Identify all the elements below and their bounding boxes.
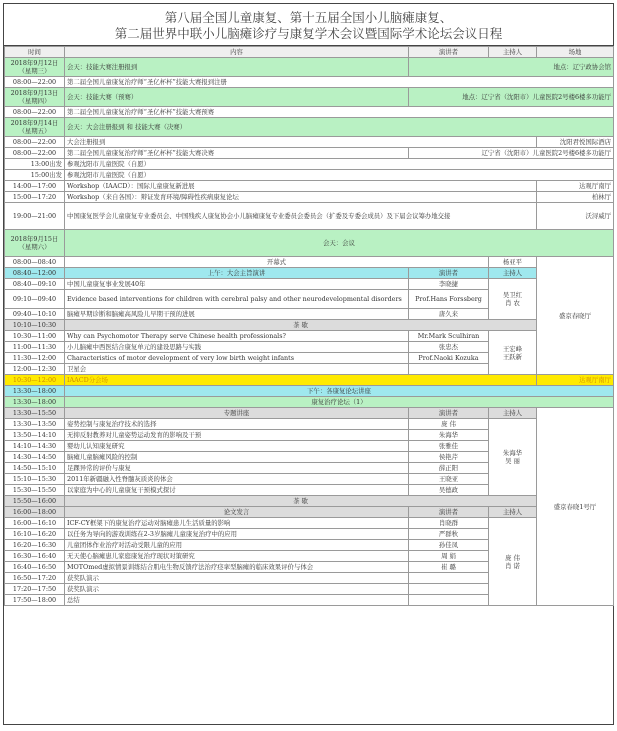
row-time: 16:50—17:20 xyxy=(5,573,65,584)
row-speaker xyxy=(409,584,489,595)
row-time: 14:50—15:10 xyxy=(5,463,65,474)
row-time: 19:00—21:00 xyxy=(5,203,65,230)
row-time: 15:10—15:30 xyxy=(5,474,65,485)
row-content: 中国康复医学会儿童康复专业委员会、中国残疾人康复协会小儿脑瘫康复专业委员会委员会（扩委及专委会成员）及下届会议筹办地交接 xyxy=(65,203,537,230)
section-row xyxy=(5,507,614,518)
row-time: 15:30—15:50 xyxy=(5,485,65,496)
row-time: 14:00—17:00 xyxy=(5,181,65,192)
row-time: 16:00—16:10 xyxy=(5,518,65,529)
row-speaker xyxy=(409,364,489,375)
row-content: 小儿脑瘫中西医结合康复单元的建设思路与实践 xyxy=(65,342,409,353)
row-content: 无抑反射教养对儿童姿势运动发育的影响及干预 xyxy=(65,430,409,441)
row-time: 13:00出发 xyxy=(5,159,65,170)
row-time: 15:50—16:00 xyxy=(5,496,65,507)
table-row xyxy=(5,77,614,88)
row-content: 参观沈阳市儿童医院（自愿） xyxy=(65,159,614,170)
row-time: 13:50—14:10 xyxy=(5,430,65,441)
row-time: 08:00—22:00 xyxy=(5,148,65,159)
row-content: 以任务为导向的游戏训练在2-3岁脑瘫儿童康复治疗中的应用 xyxy=(65,529,409,540)
row-time: 09:40—10:10 xyxy=(5,309,65,320)
row-speaker: Prof.Hans Forssberg xyxy=(409,290,489,309)
title-line-1: 第八届全国儿童康复、第十五届全国小儿脑瘫康复、 xyxy=(164,10,453,25)
day2-date: 2018年9月13日（星期四） xyxy=(5,88,65,107)
header-venue: 场地 xyxy=(537,47,614,58)
row-time: 08:40—12:00 xyxy=(5,268,65,279)
row-content: 开幕式 xyxy=(65,257,489,268)
day1-theme: 会天：技能大赛注册报到 xyxy=(65,58,409,77)
hosts-morning-1: 吴卫红 肖 农 xyxy=(489,279,537,320)
day1-date: 2018年9月12日（星期三） xyxy=(5,58,65,77)
row-content: 无天使心脑瘫患儿家庭康复治疗现状对策研究 xyxy=(65,551,409,562)
row-content: 茶 歇 xyxy=(65,320,537,331)
row-speaker: 庞 伟 xyxy=(409,419,489,430)
row-time: 15:00出发 xyxy=(5,170,65,181)
header-time: 时间 xyxy=(5,47,65,58)
row-speaker: 崔 璐 xyxy=(409,562,489,573)
row-speaker: 演讲者 xyxy=(409,507,489,518)
row-content: 下午：各康复论坛讲座 xyxy=(65,386,614,397)
row-time: 13:30—13:50 xyxy=(5,419,65,430)
row-content: 专题讲座 xyxy=(65,408,409,419)
row-venue: 达观厅南厅 xyxy=(537,181,614,192)
day2-venue: 地点：辽宁省（沈阳市）儿童医院2号楼6楼多功能厅 xyxy=(409,88,614,107)
row-time: 17:50—18:00 xyxy=(5,595,65,606)
table-row xyxy=(5,170,614,181)
row-speaker: 孙佳凤 xyxy=(409,540,489,551)
row-time: 17:20—17:50 xyxy=(5,584,65,595)
day4-theme: 会天：会议 xyxy=(65,230,614,257)
row-content: 参观沈阳市儿童医院（自愿） xyxy=(65,170,614,181)
row-time: 12:00—12:30 xyxy=(5,364,65,375)
row-speaker: 王晓亚 xyxy=(409,474,489,485)
day1-theme-row xyxy=(5,58,614,77)
row-time: 10:30—11:00 xyxy=(5,331,65,342)
page-title xyxy=(4,4,613,46)
session-row xyxy=(5,268,614,279)
row-time: 16:30—16:40 xyxy=(5,551,65,562)
header-row xyxy=(5,47,614,58)
row-time: 08:40—09:10 xyxy=(5,279,65,290)
table-row xyxy=(5,181,614,192)
table-row xyxy=(5,279,614,290)
row-speaker: 肖晓群 xyxy=(409,518,489,529)
table-row xyxy=(5,137,614,148)
row-time: 10:30—12:00 xyxy=(5,375,65,386)
row-content: 第二届全国儿童康复治疗师“圣亿杯杯”技能大赛报到注册 xyxy=(65,77,614,88)
row-content: 脑瘫早期诊断和脑瘫高风险儿早期干预的进展 xyxy=(65,309,409,320)
table-row xyxy=(5,159,614,170)
row-content: 康复治疗论坛（1） xyxy=(65,397,614,408)
row-content: 茶 歇 xyxy=(65,496,537,507)
row-time: 09:10—09:40 xyxy=(5,290,65,309)
row-content: 婴幼儿认知康复研究 xyxy=(65,441,409,452)
table-row xyxy=(5,257,614,268)
row-speaker: 唐久来 xyxy=(409,309,489,320)
row-content: 第二届全国儿童康复治疗师“圣亿杯杯”技能大赛决赛 xyxy=(65,148,409,159)
row-speaker: 张忠杰 xyxy=(409,342,489,353)
row-speaker xyxy=(409,595,489,606)
row-time: 08:00—08:40 xyxy=(5,257,65,268)
row-time: 16:40—16:50 xyxy=(5,562,65,573)
header-host: 主持人 xyxy=(489,47,537,58)
row-speaker: 演讲者 xyxy=(409,268,489,279)
header-speaker: 演讲者 xyxy=(409,47,489,58)
row-content: 中国儿童康复事业发展40年 xyxy=(65,279,409,290)
row-speaker: 吴德政 xyxy=(409,485,489,496)
schedule-table xyxy=(4,46,614,606)
row-time: 08:00—22:00 xyxy=(5,137,65,148)
row-content: Workshop（IAACD）：国际儿童康复新进展 xyxy=(65,181,537,192)
row-content: 大会注册报到 xyxy=(65,137,537,148)
title-line-2: 第二届世界中联小儿脑瘫诊疗与康复学术会议暨国际学术论坛会议日程 xyxy=(114,26,503,41)
row-time: 16:10—16:20 xyxy=(5,529,65,540)
day2-theme-row xyxy=(5,88,614,107)
row-host: 主持人 xyxy=(489,408,537,419)
row-speaker: Prof.Naoki Kozuka xyxy=(409,353,489,364)
row-content: 获奖队演示 xyxy=(65,573,409,584)
row-speaker xyxy=(409,573,489,584)
break-row xyxy=(5,320,614,331)
row-time: 15:00—17:20 xyxy=(5,192,65,203)
row-time: 13:30—18:00 xyxy=(5,397,65,408)
row-speaker: 周 娟 xyxy=(409,551,489,562)
row-time: 13:30—18:00 xyxy=(5,386,65,397)
row-content: 总结 xyxy=(65,595,409,606)
row-time: 11:00—11:30 xyxy=(5,342,65,353)
row-time: 16:20—16:30 xyxy=(5,540,65,551)
row-speaker: 李晓捷 xyxy=(409,279,489,290)
row-speaker: 侯艳芹 xyxy=(409,452,489,463)
row-time: 11:30—12:00 xyxy=(5,353,65,364)
hosts-afternoon-1: 朱海华 吴 丽 xyxy=(489,419,537,496)
day4-date: 2018年9月15日（星期六） xyxy=(5,230,65,257)
row-content: 脑瘫儿童脑瘫风险的控制 xyxy=(65,452,409,463)
day3-theme-row xyxy=(5,118,614,137)
venue-am: 盛京春晓厅 xyxy=(537,257,614,375)
row-content: 2011年新疆融入性脊髓灰质炎的体会 xyxy=(65,474,409,485)
row-speaker: 朱海华 xyxy=(409,430,489,441)
row-speaker: 张雅佳 xyxy=(409,441,489,452)
hosts-morning-2: 王宏峰 王跃新 xyxy=(489,331,537,375)
day3-theme: 会天：大会注册报到 和 技能大赛（决赛） xyxy=(65,118,614,137)
row-venue: 沈阳君悦国际酒店 xyxy=(537,137,614,148)
forum-row xyxy=(5,397,614,408)
row-venue: 达观厅南厅 xyxy=(537,375,614,386)
row-content: IAACD分会场 xyxy=(65,375,537,386)
row-speaker: 薛正阳 xyxy=(409,463,489,474)
table-row xyxy=(5,518,614,529)
row-venue: 柏林厅 xyxy=(537,192,614,203)
row-content: 上午：大会主旨演讲 xyxy=(65,268,409,279)
table-row xyxy=(5,203,614,230)
row-content: 足踝异常的评价与康复 xyxy=(65,463,409,474)
row-speaker: 演讲者 xyxy=(409,408,489,419)
row-host: 杨亚平 xyxy=(489,257,537,268)
session-row xyxy=(5,386,614,397)
row-content: 姿势控制与康复治疗技术的选择 xyxy=(65,419,409,430)
row-content: 儿童团体作业治疗对活动受限儿童的应用 xyxy=(65,540,409,551)
row-host: 主持人 xyxy=(489,507,537,518)
header-content: 内容 xyxy=(65,47,409,58)
row-content: Why can Psychomotor Therapy serve Chinese health professionals? xyxy=(65,331,409,342)
row-content: MOTOmed虚拟情景训练结合肌电生物反馈疗法治疗痉挛型脑瘫的临床效果评价与体会 xyxy=(65,562,409,573)
row-speaker: 严群秋 xyxy=(409,529,489,540)
table-row xyxy=(5,148,614,159)
row-speaker: Mr.Mark Sculhiran xyxy=(409,331,489,342)
hosts-afternoon-2: 庞 伟 肖 诺 xyxy=(489,518,537,606)
row-venue: 沃浔威厅 xyxy=(537,203,614,230)
schedule-page xyxy=(3,3,614,725)
table-row xyxy=(5,331,614,342)
row-host: 主持人 xyxy=(489,268,537,279)
table-row xyxy=(5,107,614,118)
row-content: 获奖队演示 xyxy=(65,584,409,595)
day3-date: 2018年9月14日（星期五） xyxy=(5,118,65,137)
day1-venue: 地点：辽宁政协会馆 xyxy=(409,58,614,77)
row-content: 卫星会 xyxy=(65,364,409,375)
row-content: Evidence based interventions for children with cerebral palsy and other neurodevelopmental disorders xyxy=(65,290,409,309)
row-time: 08:00—22:00 xyxy=(5,107,65,118)
row-content: Workshop（来自各国）：辩证发育环境/障碍性疾病康复论坛 xyxy=(65,192,537,203)
row-content: 第二届全国儿童康复治疗师“圣亿杯杯”技能大赛预赛 xyxy=(65,107,614,118)
section-row xyxy=(5,408,614,419)
row-time: 13:30—15:50 xyxy=(5,408,65,419)
row-content: Characteristics of motor development of very low birth weight infants xyxy=(65,353,409,364)
row-content: 论文发言 xyxy=(65,507,409,518)
row-time: 10:10—10:30 xyxy=(5,320,65,331)
row-venue: 辽宁省（沈阳市）儿童医院2号楼6楼多功能厅 xyxy=(409,148,614,159)
row-time: 14:30—14:50 xyxy=(5,452,65,463)
row-content: 以家庭为中心的儿童康复干预模式探讨 xyxy=(65,485,409,496)
day4-theme-row xyxy=(5,230,614,257)
venue-pm: 盛京春晓1号厅 xyxy=(537,408,614,606)
row-time: 16:00—18:00 xyxy=(5,507,65,518)
table-row xyxy=(5,192,614,203)
day2-theme: 会天：技能大赛（预赛） xyxy=(65,88,409,107)
table-row xyxy=(5,419,614,430)
row-time: 14:10—14:30 xyxy=(5,441,65,452)
break-row xyxy=(5,496,614,507)
row-content: ICF-CY框架下的康复治疗运动对脑瘫患儿生活质量的影响 xyxy=(65,518,409,529)
iaacd-row xyxy=(5,375,614,386)
row-time: 08:00—22:00 xyxy=(5,77,65,88)
